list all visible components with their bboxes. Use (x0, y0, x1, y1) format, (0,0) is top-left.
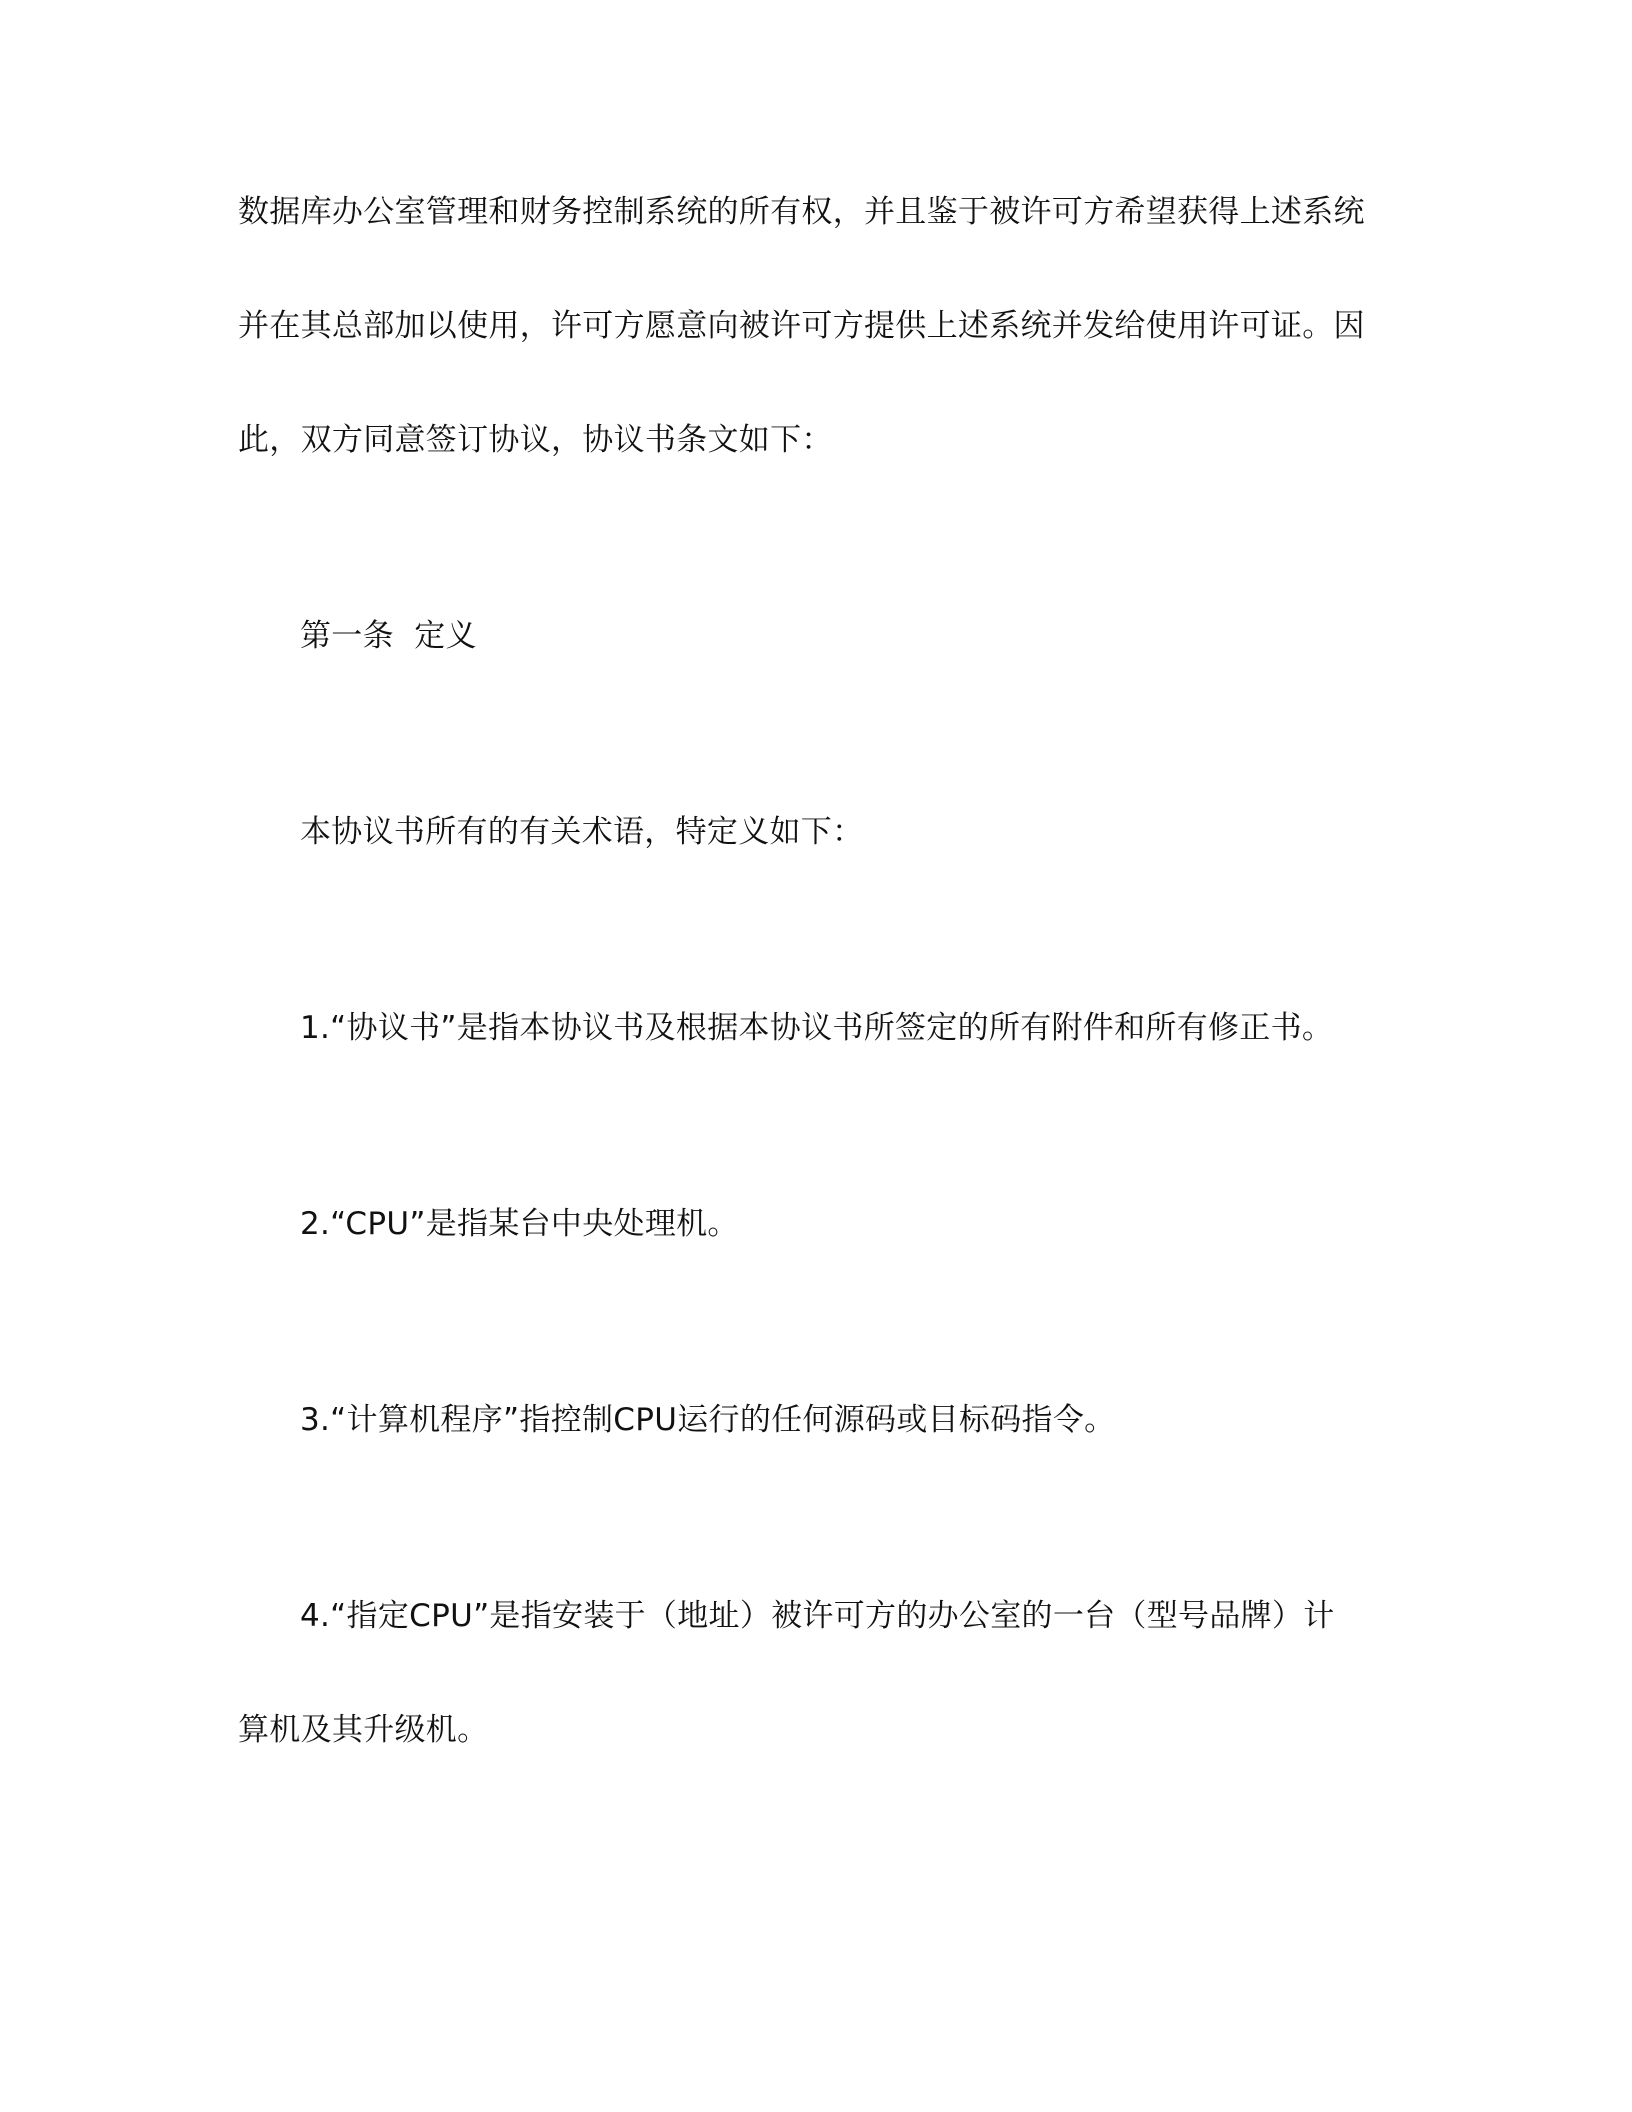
intro-paragraph-line-1: 数据库办公室管理和财务控制系统的所有权，并且鉴于被许可方希望获得上述系统 (238, 194, 1365, 230)
definition-item-4-line-2: 算机及其升级机。 (238, 1712, 489, 1748)
definitions-intro: 本协议书所有的有关术语，特定义如下： (300, 814, 864, 850)
definition-item-2: 2.“CPU”是指某台中央处理机。 (300, 1206, 739, 1242)
definition-item-3: 3.“计算机程序”指控制CPU运行的任何源码或目标码指令。 (300, 1402, 1116, 1438)
intro-paragraph-line-3: 此，双方同意签订协议，协议书条文如下： (238, 422, 833, 458)
article-heading: 第一条 定义 (300, 618, 477, 654)
definition-item-4-line-1: 4.“指定CPU”是指安装于（地址）被许可方的办公室的一台（型号品牌）计 (300, 1598, 1335, 1634)
definition-item-1: 1.“协议书”是指本协议书及根据本协议书所签定的所有附件和所有修正书。 (300, 1010, 1334, 1046)
intro-paragraph-line-2: 并在其总部加以使用，许可方愿意向被许可方提供上述系统并发给使用许可证。因 (238, 308, 1365, 344)
